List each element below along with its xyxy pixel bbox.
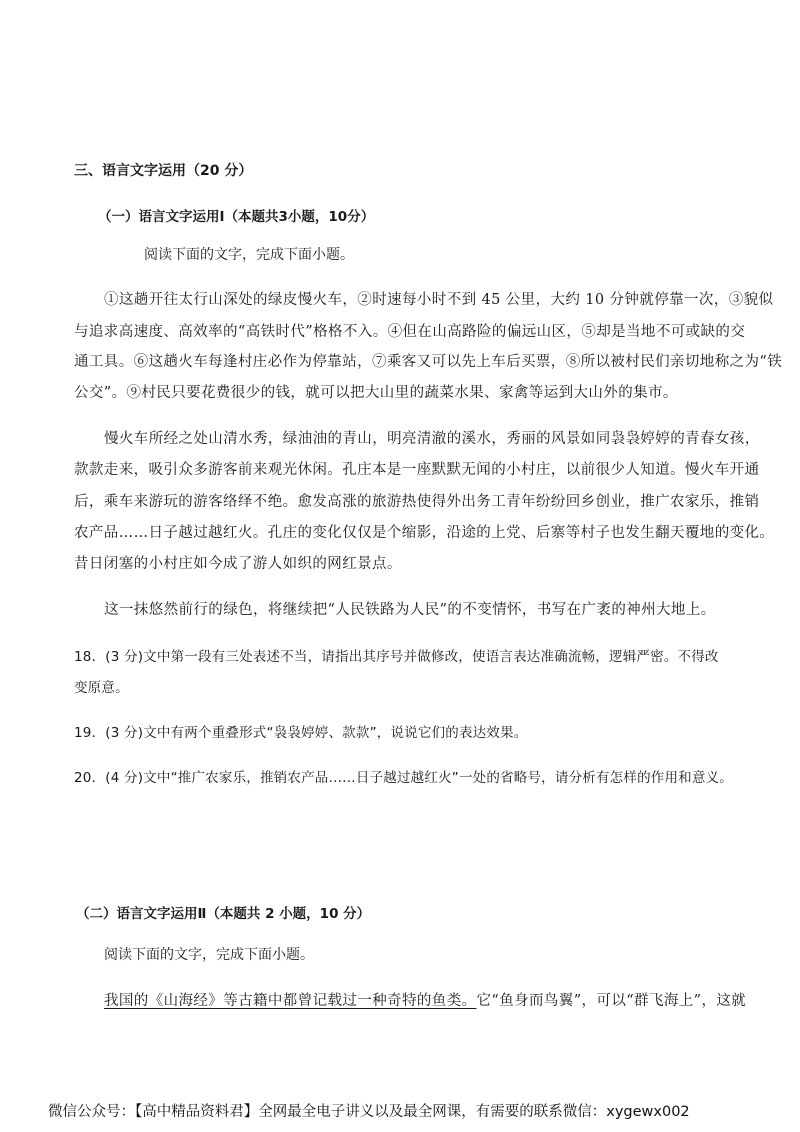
underlined-sentence: 我国的《山海经》等古籍中都曾记载过一种奇特的鱼类。	[104, 993, 477, 1009]
question-18-cont: 变原意。	[74, 680, 129, 696]
part2-paragraph-line	[104, 989, 746, 1010]
sentence-rest: 它“鱼身而鸟翼”，可以“群飞海上”，这就	[476, 993, 747, 1009]
footer-note: 微信公众号：【高中精品资料君】全网最全电子讲义以及最全网课，有需要的联系微信：xygewx002	[48, 1104, 690, 1120]
paragraph1-line: ①这趟开往太行山深处的绿皮慢火车，②时速每小时不到 45 公里，大约 10 分钟就停靠一次，③貌似	[104, 292, 774, 308]
question-18: 18．(3 分)文中第一段有三处表述不当，请指出其序号并做修改，使语言表达准确流畅，逻辑严密。不得改	[74, 649, 719, 665]
part2-title: （二）语言文字运用Ⅱ（本题共 2 小题，10 分）	[76, 906, 371, 922]
paragraph2-line: 农产品……日子越过越红火。孔庄的变化仅仅是个缩影，沿途的上党、后寨等村子也发生翻天覆地的变化。	[74, 525, 775, 541]
question-20: 20．(4 分)文中“推广农家乐，推销农产品……日子越过越红火”一处的省略号，请分析有怎样的作用和意义。	[74, 770, 733, 786]
paragraph2-line: 款款走来，吸引众多游客前来观光休闲。孔庄本是一座默默无闻的小村庄，以前很少人知道。慢火车开通	[74, 462, 760, 478]
paragraph2-line: 慢火车所经之处山清水秀，绿油油的青山，明亮清澈的溪水，秀丽的风景如同袅袅婷婷的青春女孩，	[104, 431, 760, 447]
question-19: 19．(3 分)文中有两个重叠形式“袅袅婷婷、款款”，说说它们的表达效果。	[74, 725, 528, 741]
paragraph3-line: 这一抹悠然前行的绿色，将继续把“人民铁路为人民”的不变情怀，书写在广袤的神州大地上。	[104, 602, 716, 618]
part1-instruction: 阅读下面的文字，完成下面小题。	[144, 247, 354, 263]
paragraph1-line: 通工具。⑥这趟火车每逢村庄必作为停靠站，⑦乘客又可以先上车后买票，⑧所以被村民们亲切地称之为“铁	[74, 354, 783, 370]
section-title: 三、语言文字运用（20 分）	[74, 163, 253, 179]
paragraph2-line: 后，乘车来游玩的游客络绎不绝。愈发高涨的旅游热使得外出务工青年纷纷回乡创业，推广农家乐，推销	[74, 494, 760, 510]
part1-title: （一）语言文字运用Ⅰ（本题共3小题，10分）	[98, 209, 375, 225]
paragraph2-line: 昔日闭塞的小村庄如今成了游人如织的网红景点。	[74, 556, 402, 572]
part2-instruction: 阅读下面的文字，完成下面小题。	[104, 947, 314, 963]
paragraph1-line: 公交”。⑨村民只要花费很少的钱，就可以把大山里的蔬菜水果、家禽等运到大山外的集市。	[74, 385, 678, 401]
paragraph1-line: 与追求高速度、高效率的“高铁时代”格格不入。④但在山高路险的偏远山区，⑤却是当地不可或缺的交	[74, 324, 746, 340]
